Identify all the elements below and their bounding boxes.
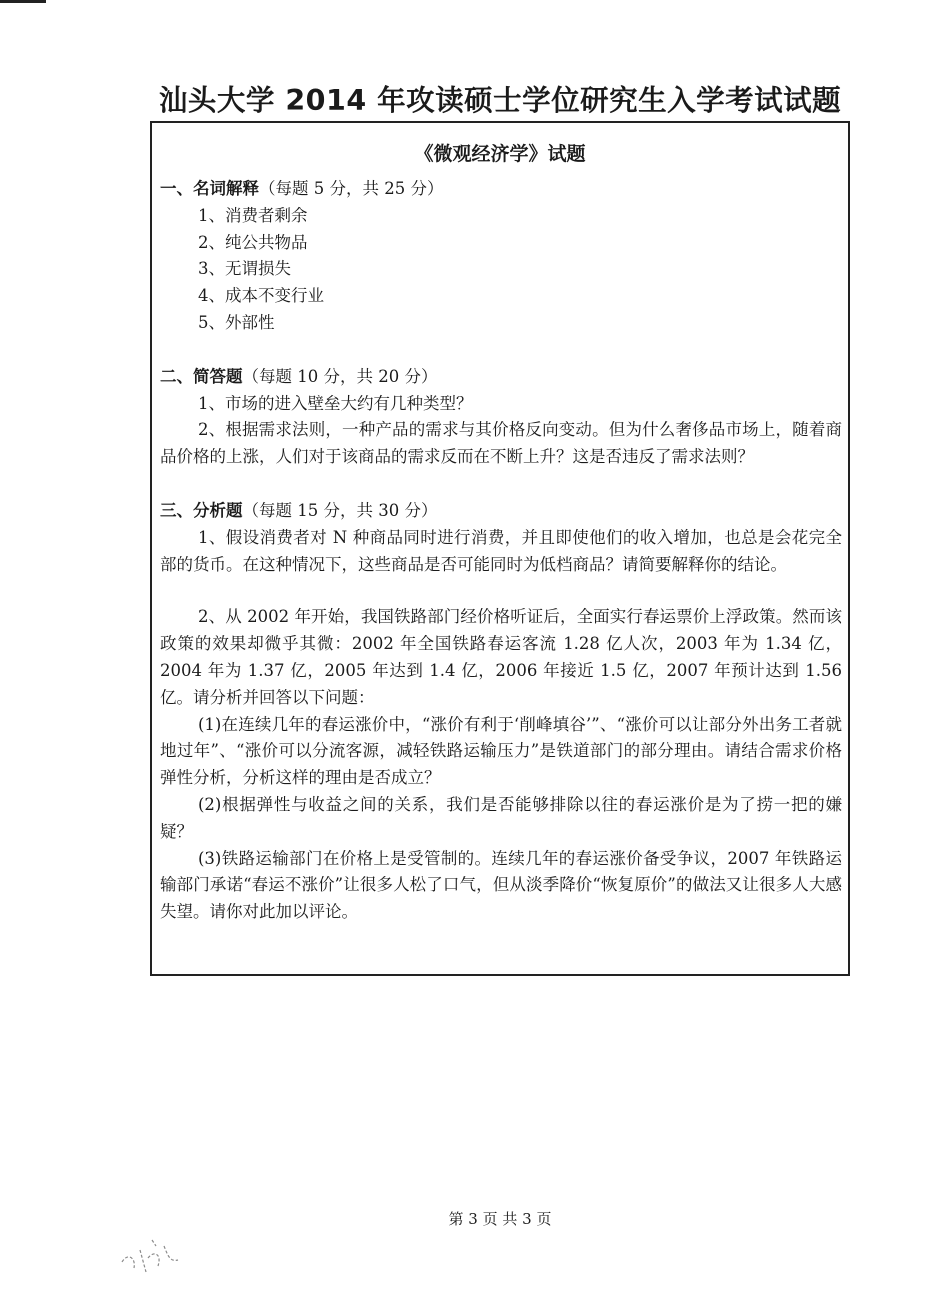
term-item: 2、纯公共物品 [198, 232, 308, 252]
term-item: 1、消费者剩余 [198, 205, 308, 225]
handwritten-mark [118, 1232, 188, 1278]
section-2-score: （每题 10 分，共 20 分） [242, 366, 438, 386]
short-answer-question-1: 1、市场的进入壁垒大约有几种类型？ [198, 393, 473, 413]
analysis-subquestion-3: (3)铁路运输部门在价格上是受管制的。连续几年的春运涨价备受争议，2007 年铁路运输部门承诺“春运不涨价”让很多人松了口气，但从淡季降价“恢复原价”的做法又让很多人大感失望。请你对此加以评论。 [160, 848, 842, 922]
term-item: 4、成本不变行业 [198, 286, 324, 306]
document-title: 《微观经济学》试题 [414, 143, 586, 165]
short-answer-question-2: 2、根据需求法则，一种产品的需求与其价格反向变动。但为什么奢侈品市场上，随着商品价格的上涨，人们对于该商品的需求反而在不断上升？这是否违反了需求法则？ [160, 420, 842, 467]
exam-header-title: 汕头大学 2014 年攻读硕士学位研究生入学考试试题 [158, 84, 842, 117]
section-1-header [160, 176, 842, 203]
section-3-score: （每题 15 分，共 30 分） [242, 500, 438, 520]
section-2-name: 二、简答题 [160, 366, 243, 386]
section-1-name: 一、名词解释 [160, 179, 259, 198]
analysis-question-1: 1、假设消费者对 N 种商品同时进行消费，并且即使他们的收入增加，也总是会花完全部的货币。在这种情况下，这些商品是否可能同时为低档商品？请简要解释你的结论。 [160, 527, 842, 574]
section-2-header [160, 364, 842, 391]
analysis-subquestion-2: (2)根据弹性与收益之间的关系，我们是否能够排除以往的春运涨价是为了捞一把的嫌疑？ [160, 794, 842, 841]
analysis-question-2: 2、从 2002 年开始，我国铁路部门经价格听证后，全面实行春运票价上浮政策。然而该政策的效果却微乎其微：2002 年全国铁路春运客流 1.28 亿人次，2003 年为 1.34 亿，2004 年为 1.37 亿，2005 年达到 1.4 亿，2006 年接近 1.5 亿，2007 年预计达到 1.56 亿。请分析并回答以下问题： [160, 607, 842, 707]
page-number: 第 3 页 共 3 页 [448, 1210, 552, 1228]
term-item: 5、外部性 [198, 312, 275, 332]
section-1-score: （每题 5 分，共 25 分） [259, 179, 444, 198]
term-item: 3、无谓损失 [198, 259, 291, 279]
analysis-subquestion-1: (1)在连续几年的春运涨价中，“涨价有利于‘削峰填谷’”、“涨价可以让部分外出务工者就地过年”、“涨价可以分流客源，减轻铁路运输压力”是铁道部门的部分理由。请结合需求价格弹性分析，分析这样的理由是否成立？ [160, 714, 842, 788]
exam-content [160, 176, 842, 926]
section-3-name: 三、分析题 [160, 500, 243, 520]
scan-corner-mark [0, 0, 46, 3]
section-3-header [160, 498, 842, 525]
